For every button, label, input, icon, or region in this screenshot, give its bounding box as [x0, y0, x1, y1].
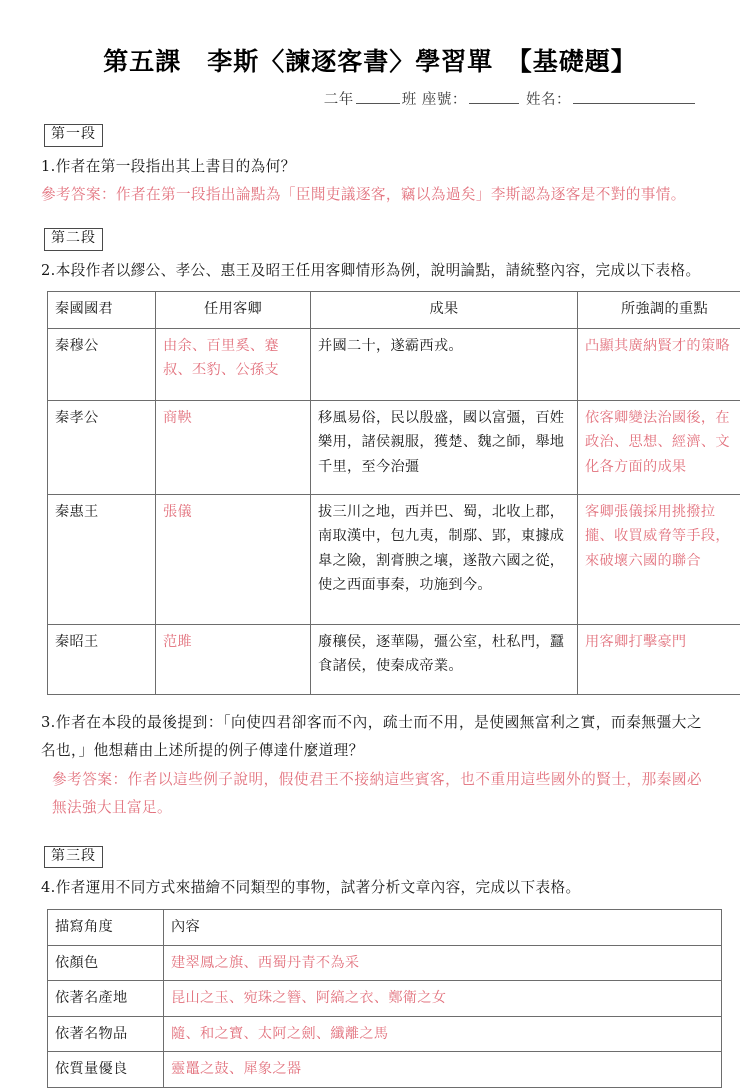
table-row	[48, 400, 740, 494]
section-three-tag-wrap	[44, 845, 740, 869]
table-row	[48, 494, 740, 624]
cell-result: 廢穰侯，逐華陽，彊公室，杜私門，蠶食諸侯，使秦成帝業。	[311, 624, 578, 694]
class-suffix-label: 班	[402, 92, 417, 108]
cell-ruler: 秦昭王	[48, 624, 156, 694]
question-3: 3.作者在本段的最後提到：「向使四君卻客而不內，疏士而不用，是使國無富利之實，而秦無彊大之名也，」他想藉由上述所提的例子傳達什麼道理？	[41, 709, 702, 766]
cell-ruler: 秦惠王	[48, 494, 156, 624]
title-row	[0, 0, 740, 78]
table-row	[48, 1052, 722, 1087]
table-row	[48, 981, 722, 1016]
student-id-line	[0, 88, 740, 109]
name-label: 姓名：	[526, 92, 571, 108]
cell-content[interactable]: 靈鼉之鼓、犀象之器	[164, 1052, 722, 1087]
cell-guest[interactable]: 張儀	[156, 494, 311, 624]
cell-angle: 依顏色	[48, 945, 164, 980]
cell-result: 并國二十，遂霸西戎。	[311, 328, 578, 400]
answer-1: 參考答案：作者在第一段指出論點為「臣聞吏議逐客，竊以為過矣」李斯認為逐客是不對的事情。	[41, 181, 702, 209]
table-row	[48, 328, 740, 400]
cell-content[interactable]: 昆山之玉、宛珠之簪、阿縞之衣、鄭衛之女	[164, 981, 722, 1016]
page-title: 第五課 李斯〈諫逐客書〉學習單 【基礎題】	[103, 42, 637, 78]
cell-angle: 依著名物品	[48, 1016, 164, 1051]
question-1: 1.作者在第一段指出其上書目的為何？	[41, 153, 702, 181]
answer-3: 參考答案：作者以這些例子說明，假使君王不接納這些賓客，也不重用這些國外的賢士，那秦國必無法強大且富足。	[52, 766, 702, 823]
class-input-blank[interactable]	[356, 88, 400, 104]
cell-point[interactable]: 依客卿變法治國後，在政治、思想、經濟、文化各方面的成果	[578, 400, 740, 494]
cell-guest[interactable]: 范雎	[156, 624, 311, 694]
section-two-tag-wrap	[44, 227, 740, 251]
cell-guest[interactable]: 商鞅	[156, 400, 311, 494]
column-header-guest: 任用客卿	[156, 292, 311, 328]
table-header-row	[48, 909, 722, 945]
class-label: 二年	[324, 92, 354, 108]
name-input-blank[interactable]	[573, 88, 695, 104]
question-2: 2.本段作者以繆公、孝公、惠王及昭王任用客卿情形為例，說明論點，請統整內容，完成以下表格。	[41, 257, 702, 285]
description-table	[47, 909, 722, 1088]
cell-result: 拔三川之地，西并巴、蜀，北收上郡，南取漢中，包九夷，制鄢、郢，東據成臯之險，割膏腴之壤，遂散六國之從，使之西面事秦，功施到今。	[311, 494, 578, 624]
section-tag-one: 第一段	[44, 124, 103, 147]
cell-angle: 依質量優良	[48, 1052, 164, 1087]
cell-ruler: 秦穆公	[48, 328, 156, 400]
cell-result: 移風易俗，民以殷盛，國以富彊，百姓樂用，諸侯親服，獲楚、魏之師，舉地千里，至今治彊	[311, 400, 578, 494]
cell-point[interactable]: 用客卿打擊豪門	[578, 624, 740, 694]
cell-guest[interactable]: 由余、百里奚、蹇叔、丕豹、公孫支	[156, 328, 311, 400]
seat-number-input-blank[interactable]	[469, 88, 519, 104]
question-4: 4.作者運用不同方式來描繪不同類型的事物，試著分析文章內容，完成以下表格。	[41, 874, 702, 902]
cell-point[interactable]: 客卿張儀採用挑撥拉攏、收買威脅等手段，來破壞六國的聯合	[578, 494, 740, 624]
column-header-ruler: 秦國國君	[48, 292, 156, 328]
cell-ruler: 秦孝公	[48, 400, 156, 494]
cell-content[interactable]: 隨、和之寶、太阿之劍、纖離之馬	[164, 1016, 722, 1051]
column-header-content: 內容	[164, 909, 722, 945]
table-row	[48, 945, 722, 980]
section-tag-two: 第二段	[44, 228, 103, 251]
column-header-point: 所強調的重點	[578, 292, 740, 328]
table-row	[48, 624, 740, 694]
cell-content[interactable]: 建翠鳳之旗、西蜀丹青不為采	[164, 945, 722, 980]
section-one-tag-wrap	[44, 123, 740, 147]
cell-point[interactable]: 凸顯其廣納賢才的策略	[578, 328, 740, 400]
column-header-result: 成果	[311, 292, 578, 328]
table-header-row	[48, 292, 740, 328]
table-row	[48, 1016, 722, 1051]
cell-angle: 依著名產地	[48, 981, 164, 1016]
seat-number-label: 座號：	[422, 92, 467, 108]
rulers-table	[47, 291, 740, 694]
column-header-angle: 描寫角度	[48, 909, 164, 945]
section-tag-three: 第三段	[44, 846, 103, 869]
